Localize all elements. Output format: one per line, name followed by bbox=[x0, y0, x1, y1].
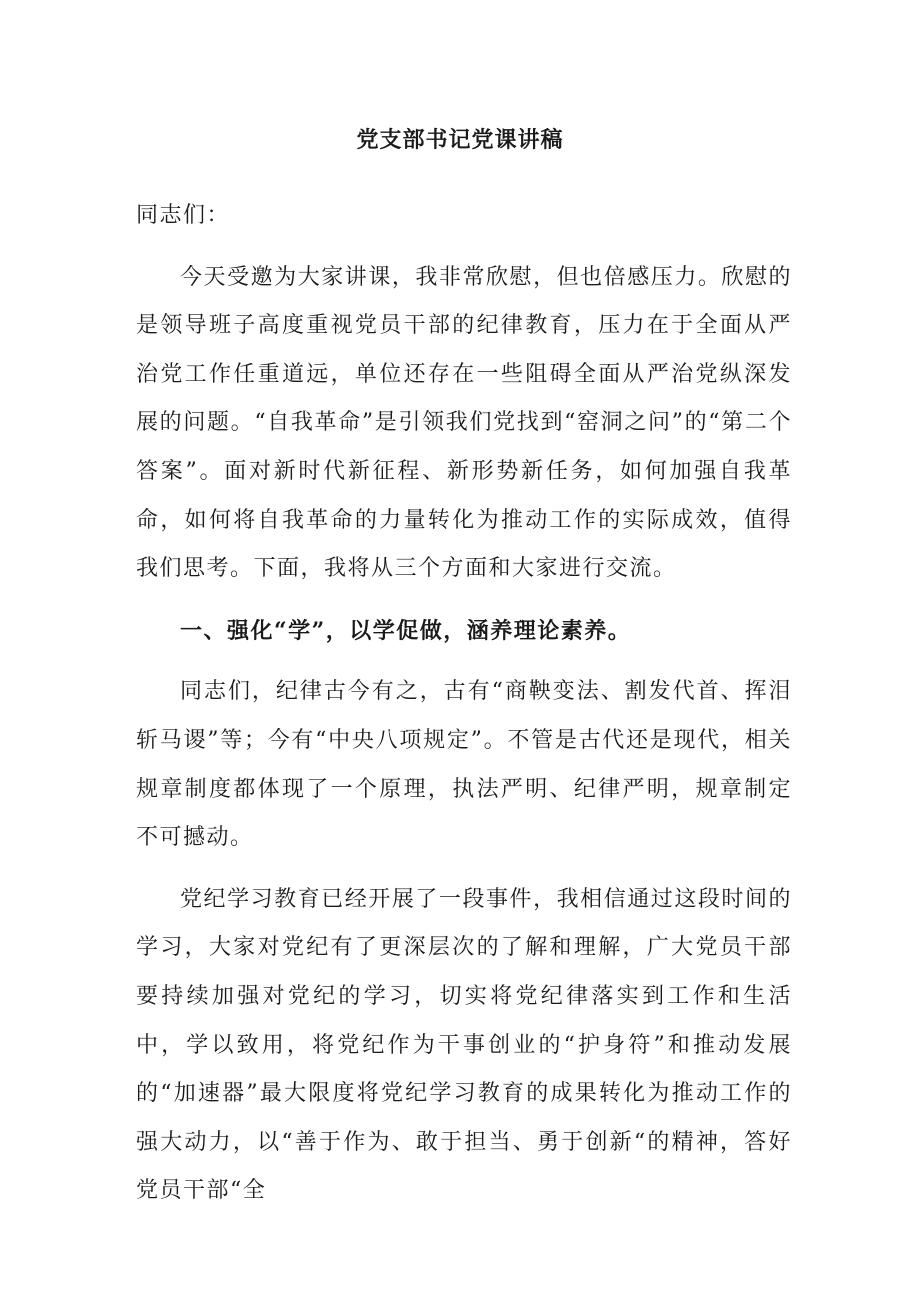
section-heading-1: 一、强化“学”，以学促做，涵养理论素养。 bbox=[180, 617, 632, 644]
intro-paragraph: 今天受邀为大家讲课，我非常欣慰，但也倍感压力。欣慰的是领导班子高度重视党员干部的纪律教育，压力在于全面从严治党工作任重道远，单位还存在一些阻碍全面从严治党纵深发展的问题。“自我革命”是引领我们党找到“窑洞之问”的“第二个答案”。面对新时代新征程、新形势新任务，如何加强自我革命，如何将自我革命的力量转化为推动工作的实际成效，值得我们思考。下面，我将从三个方面和大家进行交流。 bbox=[136, 264, 792, 582]
section-1-paragraph-2: 党纪学习教育已经开展了一段事件，我相信通过这段时间的学习，大家对党纪有了更深层次的了解和理解，广大党员干部要持续加强对党纪的学习，切实将党纪律落实到工作和生活中，学以致用，将党纪作为干事创业的“护身符”和推动发展的“加速器”最大限度将党纪学习教育的成果转化为推动工作的强大动力，以“善于作为、敢于担当、勇于创新“的精神，答好党员干部“全 bbox=[136, 886, 792, 1204]
document-title: 党支部书记党课讲稿 bbox=[356, 127, 564, 153]
section-1-paragraph-1: 同志们，纪律古今有之，古有“商鞅变法、割发代首、挥泪斩马谡”等；今有“中央八项规定”。不管是古代还是现代，相关规章制度都体现了一个原理，执法严明、纪律严明，规章制定不可撼动。 bbox=[136, 679, 792, 851]
salutation: 同志们： bbox=[136, 203, 231, 228]
document-body bbox=[136, 192, 792, 1229]
